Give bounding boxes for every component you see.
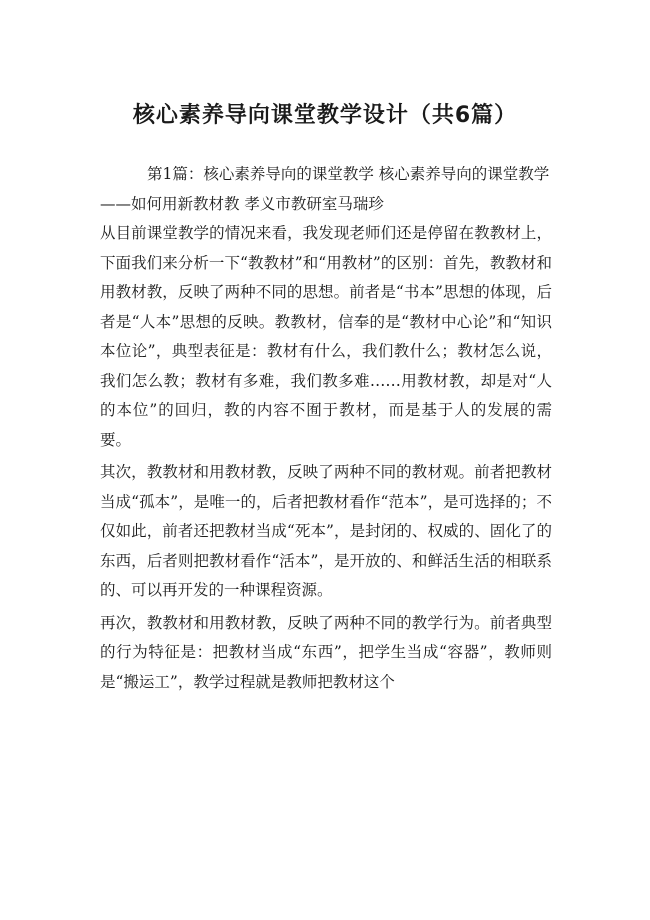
document-title: 核心素养导向课堂教学设计（共6篇）	[132, 103, 518, 128]
body-paragraph: 从目前课堂教学的情况来看，我发现老师们还是停留在教教材上，下面我们来分析一下“教教材”和“用教材”的区别：首先，教教材和用教材教，反映了两种不同的思想。前者是“书本”思想的体现，后者是“人本”思想的反映。教教材，信奉的是“教材中心论”和“知识本位论”，典型表征是：教材有什么，我们教什么；教材怎么说，我们怎么教；教材有多难，我们教多难……用教材教，却是对“人的本位”的回归，教的内容不囿于教材，而是基于人的发展的需要。	[100, 224, 552, 449]
body-paragraph: 再次，教教材和用教材教，反映了两种不同的教学行为。前者典型的行为特征是：把教材当成“东西”，把学生当成“容器”，教师则是“搬运工”，教学过程就是教师把教材这个	[100, 613, 552, 691]
section-heading: 第1篇：核心素养导向的课堂教学 核心素养导向的课堂教学	[147, 165, 550, 183]
body-paragraph: 其次，教教材和用教材教，反映了两种不同的教材观。前者把教材当成“孤本”，是唯一的，后者把教材看作“范本”，是可选择的；不仅如此，前者还把教材当成“死本”，是封闭的、权威的、固化了的东西，后者则把教材看作“活本”，是开放的、和鲜活生活的相联系的、可以再开发的一种课程资源。	[100, 463, 552, 599]
author-line: ——如何用新教材教 孝义市教研室马瑞珍	[100, 194, 384, 213]
document-body	[100, 160, 552, 697]
